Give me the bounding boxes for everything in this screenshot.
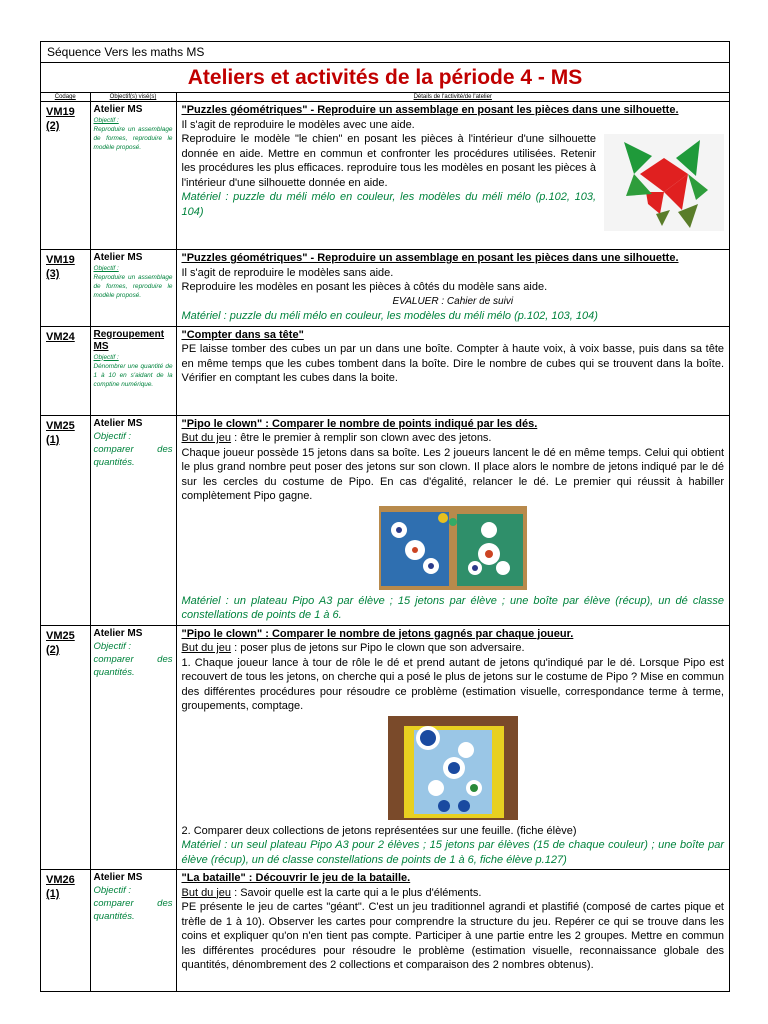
objective-cell [90,625,176,870]
activity-heading: "Puzzles géométriques" - Reproduire un assemblage en posant les pièces dans une silhouette. [181,104,679,116]
objective-title: Atelier MS [93,252,143,263]
col-code-header: Codage [41,93,90,102]
activity-heading: "Pipo le clown" : Comparer le nombre de points indiqué par les dés. [181,417,538,430]
activity-code: VM19 (3) [41,250,90,327]
objective-title: Atelier MS [93,417,143,429]
objective-cell [90,102,176,250]
col-details-header: Détails de l'activité/de l'atelier [176,93,729,102]
activity-sheet [40,41,730,992]
objective-cell [90,326,176,415]
tangram-dog-image [604,134,724,231]
table-row [41,326,729,415]
material-text: Matériel : un plateau Pipo A3 par élève ; 15 jetons par élève ; une boîte par élève (récup), un dé classe constellations de points de 1 à 6. [181,594,724,621]
objective-text: Objectif : Reproduire un assemblage de formes, reproduire le modèle proposé. [93,265,173,299]
objective-cell [90,415,176,625]
details-cell: "Pipo le clown" : Comparer le nombre de points indiqué par les dés. But du jeu : être le premier à remplir son clown avec des jetons. Chaque joueur possède 15 jetons dans sa boîte. Les 2 joueurs lancent le dé en même temps. Celui qui obtient le plus grand nombre peut poser des jetons sur son clown. Il place alors le nombre de jetons indiqué par le dé sur les cercles du costume de Pipo. En cas d'égalité, relancer le dé. Le premier qui réussit à habiller complètement Pipo gagne. Matériel : un plateau Pipo A3 par élève ; 15 jetons par élève ; une boîte par élève (récup), un dé classe constellations de points de 1 à 6. [176,415,729,625]
objective-title: Regroupement MS [93,328,165,352]
objective-cell [90,870,176,991]
activity-heading: "La bataille" : Découvrir le jeu de la bataille. [181,872,411,884]
activity-code: VM24 [41,326,90,415]
objective-title: Atelier MS [93,872,143,883]
sequence-label: Séquence Vers les maths MS [41,42,729,63]
activity-code: VM25 (1) [41,415,90,625]
objective-text: Objectif : comparer des quantités. [93,885,173,922]
objective-cell [90,250,176,327]
details-cell: "Puzzles géométriques" - Reproduire un assemblage en posant les pièces dans une silhouette. Il s'agit de reproduire le modèles avec une aide. Reproduire le modèle "le chien" en posant les pièces à l'intérieur d'une silhouette donnée en aide. Mettre en commun et confronter les procédures utilisées. Retenir les procédures les plus efficaces. reproduire tous les modèles en posant les pièces à l'intérieur d'une silhouette donnée en aide. Matériel : puzzle du méli mélo en couleur, les modèles du méli mélo (p.102, 103, 104) [176,102,729,250]
evaluate-note: EVALUER : Cahier de suivi [392,295,514,307]
details-cell: "Compter dans sa tête" PE laisse tomber des cubes un par un dans une boîte. Compter à haute voix, à voix basse, puis dans sa tête en même temps que les cubes tombent dans la boîte. Dire le nombre de cubes qui se trouvent dans la boîte. Vérifier en comptant les cubes dans la boite. [176,326,729,415]
activity-heading: "Puzzles géométriques" - Reproduire un assemblage en posant les pièces dans une silhouette. [181,252,679,264]
details-cell: "Pipo le clown" : Comparer le nombre de jetons gagnés par chaque joueur. But du jeu : poser plus de jetons sur Pipo le clown que son adversaire. 1. Chaque joueur lance à tour de rôle le dé et prend autant de jetons qu'indiqué par le dé. Lorsque Pipo est recouvert de tous les jetons, on cherche qui a posé le plus de jetons sur le costume de Pipo ? Mise en commun des différentes procédures pour résoudre ce problème (estimation visuelle, correspondance terme à terme, groupements, comptage. 2. Comparer deux collections de jetons représentées sur une feuille. (fiche élève) Matériel : un seul plateau Pipo A3 pour 2 élèves ; 15 jetons par élèves (15 de chaque couleur) ; une boîte par élève (récup), un dé classe constellations de points de 1 à 6, fiche élève p.127) [176,625,729,870]
table-header-row [41,93,729,102]
details-cell: "La bataille" : Découvrir le jeu de la bataille. But du jeu : Savoir quelle est la carte qui a le plus d'éléments. PE présente le jeu de cartes "géant". C'est un jeu traditionnel agrandi et plastifié (composé de cartes pique et trèfle de 1 à 10). Observer les cartes pour comprendre la structure du jeu. Repérer ce qui se trouve dans les coins et expliquer qu'on n'en tient pas compte. Participer à une partie entre les 2 groupes. Mettre en commun les différentes procédures pour résoudre le problème (estimation visuelle, reconnaissance globale des quantités, dénombrement des 2 collections et comparaison des 2 nombres obtenus). [176,870,729,991]
table-row [41,250,729,327]
activity-code: VM26 (1) [41,870,90,991]
activity-heading: "Compter dans sa tête" [181,328,304,341]
table-row [41,102,729,250]
table-row [41,625,729,870]
pipo-clown-board-photo [388,716,518,820]
objective-text: Objectif : comparer des quantités. [93,430,173,468]
table-row [41,415,729,625]
activity-code: VM25 (2) [41,625,90,870]
activity-code: VM19 (2) [41,102,90,250]
pipo-clown-photo [379,506,527,590]
material-text: Matériel : puzzle du méli mélo en couleur, les modèles du méli mélo (p.102, 103, 104) [181,310,598,322]
col-objective-header: Objectif(s) visé(s) [90,93,176,102]
material-text: Matériel : puzzle du méli mélo en couleur, les modèles du méli mélo (p.102, 103, 104) [181,191,596,218]
objective-title: Atelier MS [93,627,143,639]
objective-text: Objectif : Dénombrer une quantité de 1 à 10 en s'aidant de la comptine numérique. [93,353,173,388]
objective-text: Objectif : Reproduire un assemblage de formes, reproduire le modèle proposé. [93,117,173,151]
page-title: Ateliers et activités de la période 4 - MS [41,63,729,93]
table-row [41,870,729,991]
details-cell: "Puzzles géométriques" - Reproduire un assemblage en posant les pièces dans une silhouette. Il s'agit de reproduire le modèles sans aide. Reproduire les modèles en posant les pièces à côtés du modèle sans aide. EVALUER : Cahier de suivi Matériel : puzzle du méli mélo en couleur, les modèles du méli mélo (p.102, 103, 104) [176,250,729,327]
activities-table [41,93,729,991]
material-text: Matériel : un seul plateau Pipo A3 pour 2 élèves ; 15 jetons par élèves (15 de chaque couleur) ; une boîte par élève (récup), un dé classe constellations de points de 1 à 6, fiche élève p.127) [181,839,724,866]
objective-text: Objectif : comparer des quantités. [93,640,173,678]
activity-heading: "Pipo le clown" : Comparer le nombre de jetons gagnés par chaque joueur. [181,627,574,640]
objective-title: Atelier MS [93,104,143,115]
